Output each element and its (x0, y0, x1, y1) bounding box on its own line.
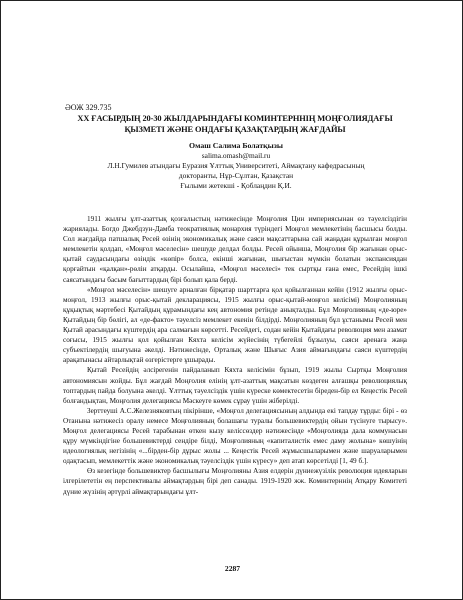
paragraph: Қытай Ресейдің әлсірегенін пайдаланып Кяхта келісімін бұзып, 1919 жылы Сыртқы Моңғолия автономиясын жойды. Бұл жағдай Моңғолия елінің ұлт-азаттық мақсатын көздеген алғашқы революциялық топтардың пайда болуына әкелді. Ұлттық тәуелсіздік үшін күреске көмектесетін біреден-бір ел Кеңестік Ресей болғандықтан, Моңғолия делегациясы Мәскеуге көмек сұрау үшін жіберілді. (63, 366, 407, 405)
author-block (81, 141, 391, 191)
paragraph: Өз кезегінде большевиктер басшылығы Моңғолияны Азия елдерін дүниежүзілік революция идеяларын ілгерілететін ең перспективалы аймақтардың бірі деп санады. 1919-1920 жж. Коминтерннің Атқару Комитеті дүние жүзінің әртүрлі аймақтарындағы ұлт- (63, 467, 407, 496)
title-line: XX ҒАСЫРДЫҢ 20-30 ЖЫЛДАРЫНДАҒЫ КОМИНТЕРННІҢ МОҢҒОЛИЯДАҒЫ (77, 114, 393, 123)
paragraph: 1911 жылғы ұлт-азаттық қозғалыстың нәтижесінде Моңғолия Цин империясынан өз тәуелсіздігін жариялады. Богдо Джебдзун-Дамба теократиялық монархия түріндегі Моңғол мемлекетінің басшысы болды. Сол жағдайда патшалық Ресей өзінің экономикалық және саяси мақсаттарына сай жаңадан құрылған моңғол мемлекетін қолдап, «Моңғол мәселесін» шешуде делдал болды. Ресей ойынша, Моңғолия бір жағынан орыс-қытай саудасындағы өзіндік «көпір» болса, екінші жағынан, шығыстан мүмкін болатын экспансиядан қорғайтын «қалқан»-рөлін атқарды. Осылайша, «Моңғол мәселесі» тек сыртқы ғана емес, Ресейдің ішкі саясатындағы басым бағыттардың бірі болып қала берді. (63, 215, 407, 284)
author-name: Омаш Салима Болатқызы (189, 141, 283, 150)
page-number: 2287 (224, 564, 241, 573)
supervisor: Ғылыми жетекші - Қоблаңдин Қ.И. (180, 181, 292, 190)
article-title (65, 113, 405, 135)
author-email: salima.omash@mail.ru (201, 151, 271, 160)
paragraph: Зерттеуші А.С.Железняковтың пікірінше, «Моңғол делегациясының алдында екі тапдау тұрды: бірі - өз Отанына нәтижесіз оралу немесе Моңғолияның болашағы туралы большевиктердің ойын түсінуге тырысу». Моңғол делегациясы Ресей тарабынан өткен кызу келіссөздер нәтижесінде «Моңғолияда дала коммунасын құру мүмкіндігіне большевиктерді сендіре білді, Моңғолияның «капиталистік емес даму жолына» көшуінің идеологиялық негізінің «...бірден-бір дұрыс жолы ... Кеңестік Ресей жұмысшыларымен және шаруаларымен одақтасып, мемлекеттік және экономикалық тәуелсіздік үшін күресу» деп атап көрсетілді [1, 49 б.]. (63, 406, 407, 466)
author-affiliation: докторанты, Нұр-Сұлтан, Қазақстан (178, 171, 294, 180)
article-body (63, 214, 407, 497)
title-line: ҚЫЗМЕТІ ЖӘНЕ ОНДАҒЫ ҚАЗАҚТАРДЫҢ ЖАҒДАЙЫ (124, 125, 346, 134)
paragraph: «Моңғол мәселесін» шешуге арналған бірқатар шарттарға қол қойылғаннан кейін (1912 жылғы орыс-моңғол, 1913 жылғы орыс-қытай декларациясы, 1915 жылғы орыс-қытай-моңғол келісімі) Моңғолияның құқықтық мәртебесі Қытайдың құрамындағы кең автономия ретінде анықталды. Бұл Моңғолияның «де-юре» Қытайдың бір бөлігі, ал «де-факто» тәуелсіз мемлекет екенін білдірді. Моңғолияның бұл ұстанымы Ресей мен Қытай арасындағы күштердің ара салмағын көрсетті. Ресейдегі, содан кейін Қытайдағы революция мен азамат соғысы, 1915 жылғы қол қойылған Кяхта келісім жүйесінің түбегейлі бұзылуы, саяси аренаға жаңа субъектілердің шығуына әкелді. Нәтижесінде, Орталық және Шығыс Азия аймағындағы саяси күштердің арақатынасы айтарлықтай өзгерістерге ұшырады. (63, 285, 407, 365)
author-affiliation: Л.Н.Гумилев атындағы Еуразия Ұлттық Университеті, Аймақтану кафедрасының (107, 161, 365, 170)
udc-code: ӘОЖ 329.735 (65, 103, 112, 112)
